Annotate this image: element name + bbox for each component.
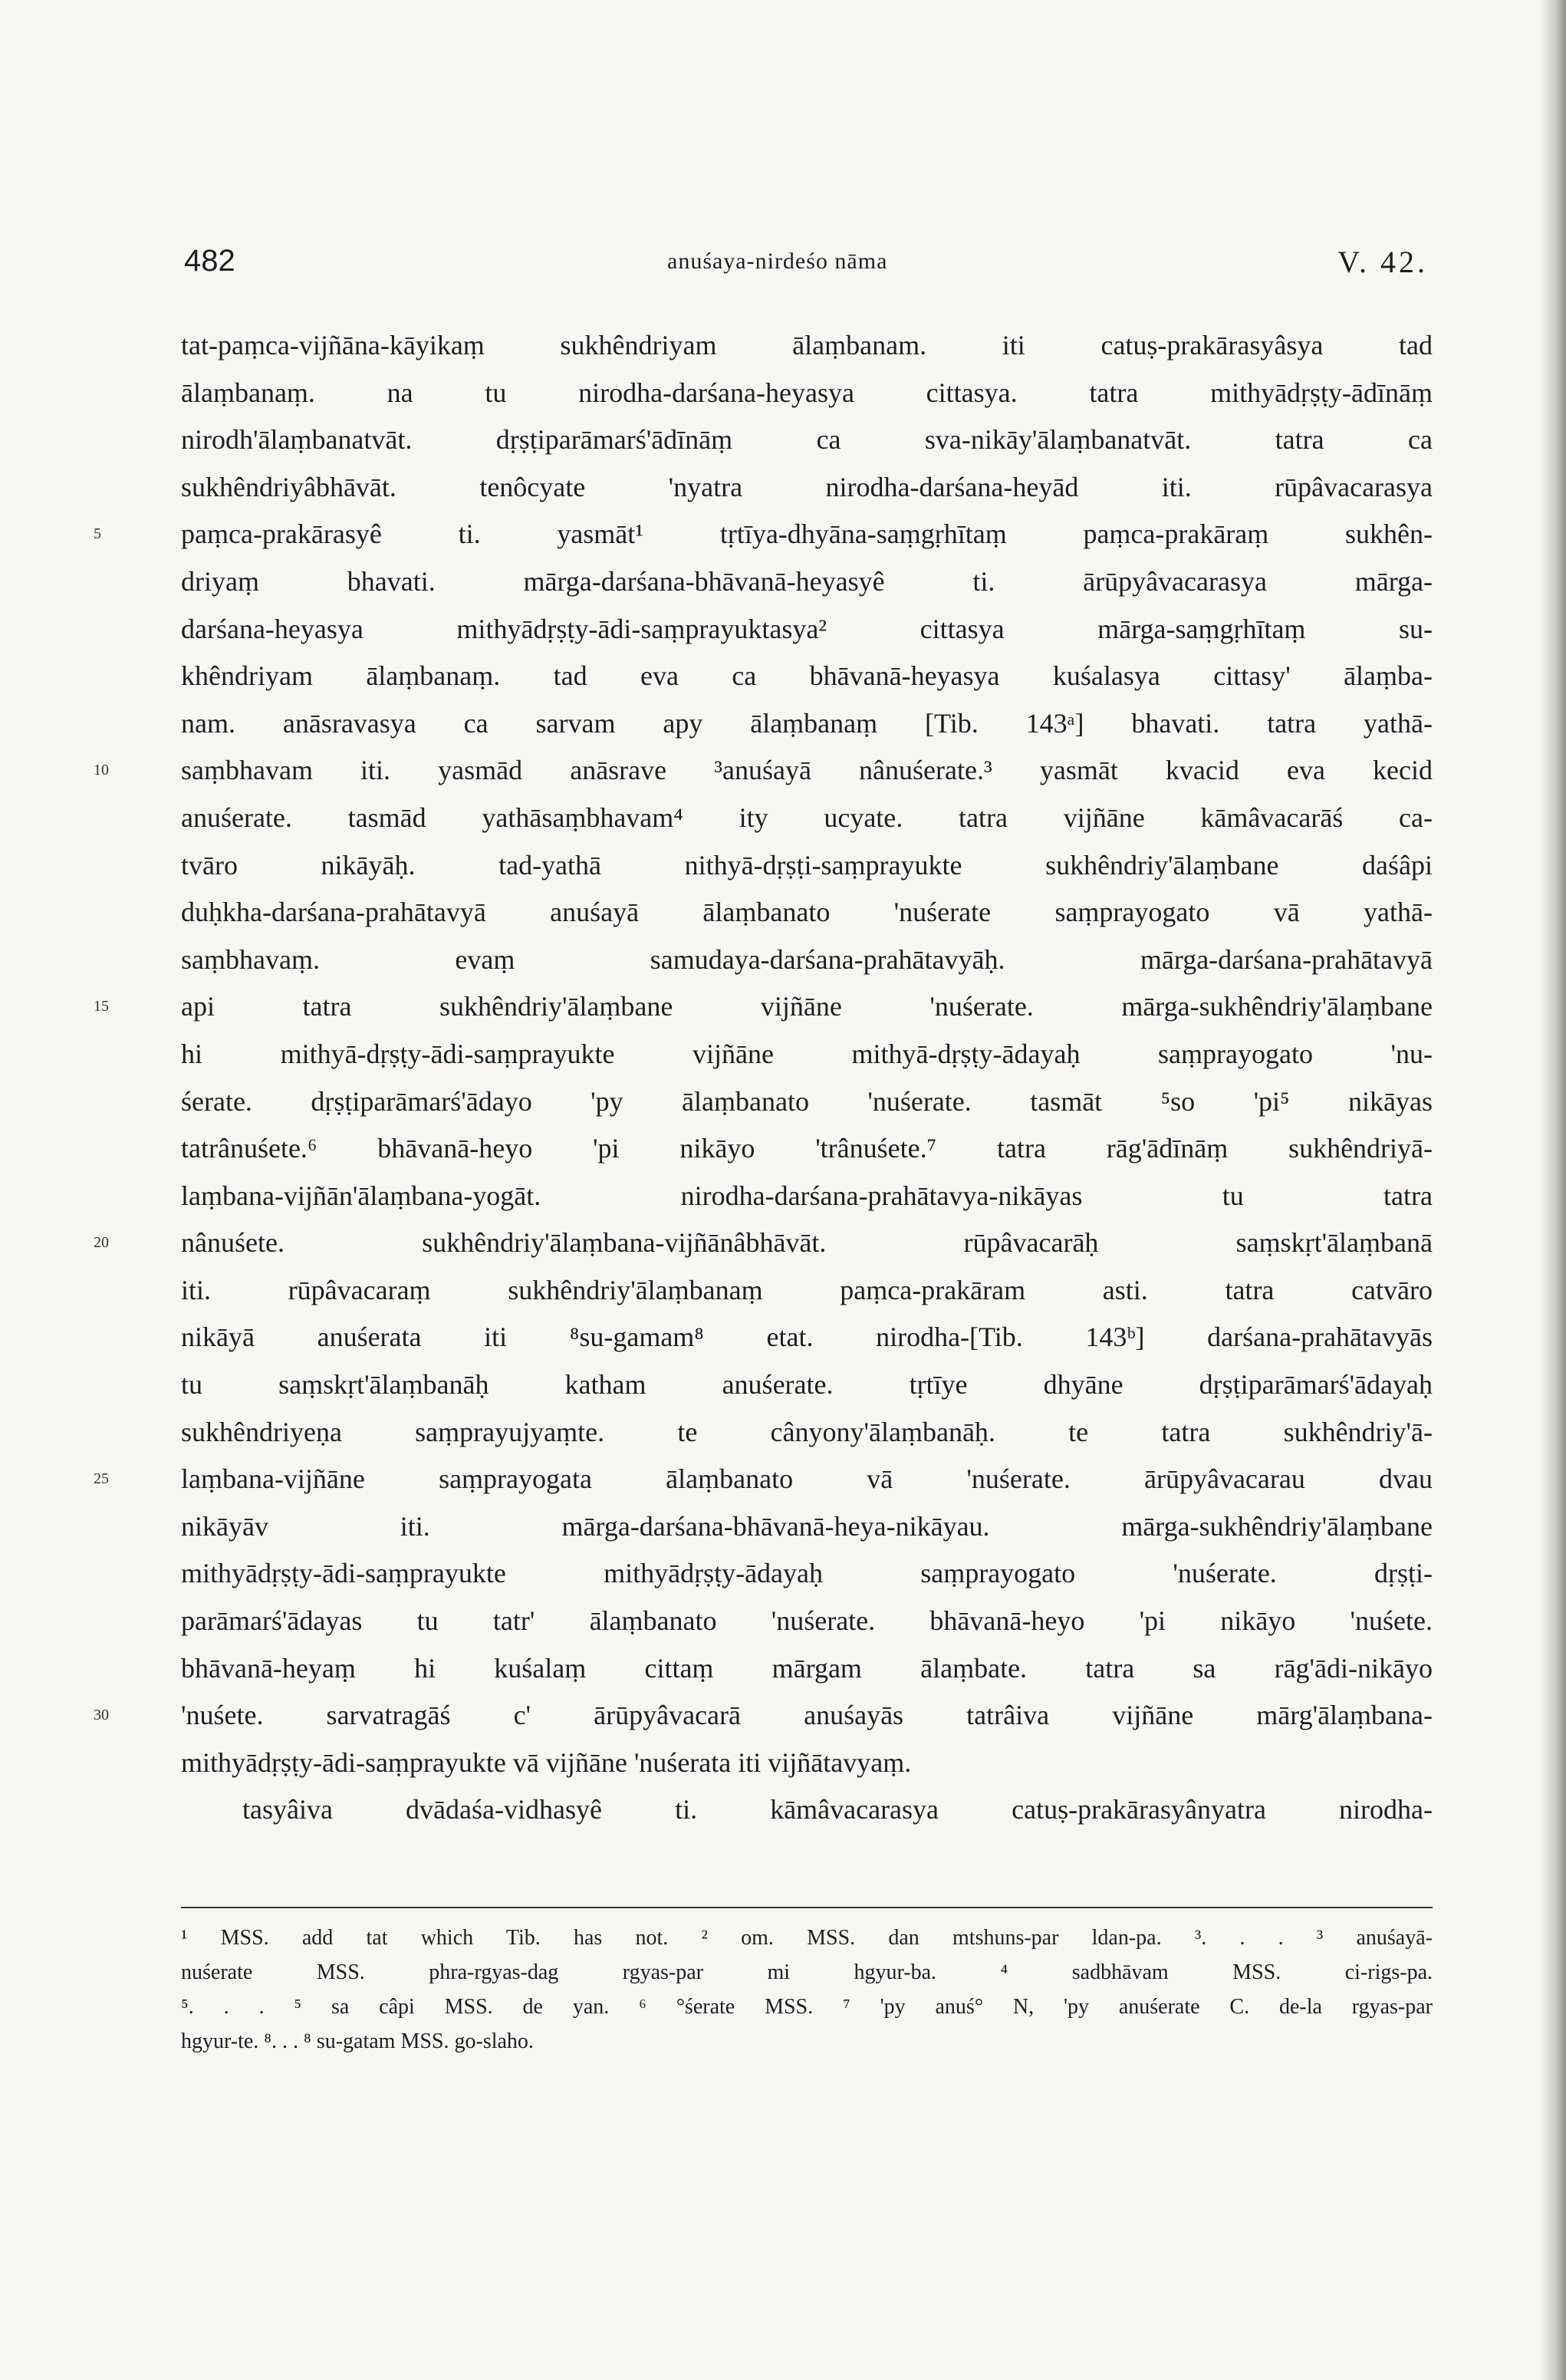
text-line — [181, 1550, 1433, 1598]
footnotes — [181, 1921, 1433, 2059]
line-text: tu saṃskṛt'ālaṃbanāḥ katham anuśerate. tṛtīye dhyāne dṛṣṭiparāmarś'ādayaḥ — [181, 1369, 1433, 1401]
line-text: mithyādṛṣṭy-ādi-saṃprayukte mithyādṛṣṭy-ādayaḥ saṃprayogato 'nuśerate. dṛṣṭi- — [181, 1558, 1433, 1589]
line-text: śerate. dṛṣṭiparāmarś'ādayo 'py ālaṃbanato 'nuśerate. tasmāt ⁵so 'pi⁵ nikāyas — [181, 1085, 1433, 1117]
text-line — [181, 1267, 1433, 1315]
footnote-line: ¹ MSS. add tat which Tib. has not. ² om. MSS. dan mtshuns-par ldan-pa. ³. . . ³ anuśayā- — [181, 1926, 1433, 1950]
line-text: paṃca-prakārasyê ti. yasmāt¹ tṛtīya-dhyāna-saṃgṛhītaṃ paṃca-prakāraṃ sukhên- — [181, 518, 1433, 550]
text-line — [181, 795, 1433, 842]
line-text: parāmarś'ādayas tu tatr' ālaṃbanato 'nuśerate. bhāvanā-heyo 'pi nikāyo 'nuśete. — [181, 1605, 1433, 1637]
text-line — [94, 983, 1433, 1031]
line-text: darśana-heyasya mithyādṛṣṭy-ādi-saṃprayuktasya² cittasya mārga-saṃgṛhītaṃ su- — [181, 613, 1433, 644]
line-text: tvāro nikāyāḥ. tad-yathā nithyā-dṛṣṭi-saṃprayukte sukhêndriy'ālaṃbane daśâpi — [181, 849, 1433, 881]
line-number: 25 — [94, 1470, 109, 1488]
text-line — [181, 1503, 1433, 1551]
footnote-line: ⁵. . . ⁵ sa câpi MSS. de yan. ⁶ °śerate MSS. ⁷ 'py anuś° N, 'py anuśerate C. de-la rgyas-par — [181, 1995, 1433, 2019]
page-number: 482 — [184, 244, 235, 278]
text-line — [181, 1786, 1433, 1834]
text-line — [181, 1740, 1433, 1787]
text-line — [181, 558, 1433, 606]
text-line — [181, 1125, 1433, 1173]
text-line — [181, 416, 1433, 464]
line-text: laṃbana-vijñāne saṃprayogata ālaṃbanato vā 'nuśerate. ārūpyâvacarau dvau — [181, 1463, 1433, 1495]
text-line — [181, 653, 1433, 700]
line-text: tat-paṃca-vijñāna-kāyikaṃ sukhêndriyam ālaṃbanam. iti catuṣ-prakārasyâsya tad — [181, 330, 1433, 360]
line-text: driyaṃ bhavati. mārga-darśana-bhāvanā-heyasyê ti. ārūpyâvacarasya mārga- — [181, 565, 1433, 597]
scan-edge-shadow — [1540, 0, 1566, 2380]
text-line — [94, 511, 1433, 558]
line-number: 30 — [94, 1707, 109, 1724]
text-line — [181, 1314, 1433, 1361]
page-header — [184, 244, 1428, 290]
line-text: saṃbhavam iti. yasmād anāsrave ³anuśayā nânuśerate.³ yasmāt kvacid eva kecid — [181, 755, 1433, 786]
line-text: 'nuśete. sarvatragāś c' ārūpyâvacarā anuśayās tatrâiva vijñāne mārg'ālaṃbana- — [181, 1700, 1433, 1731]
text-line — [181, 606, 1433, 653]
text-line — [181, 1598, 1433, 1645]
line-text: nam. anāsravasya ca sarvam apy ālaṃbanaṃ [Tib. 143ᵃ] bhavati. tatra yathā- — [181, 707, 1433, 739]
line-text: tatrânuśete.⁶ bhāvanā-heyo 'pi nikāyo 'trânuśete.⁷ tatra rāg'ādīnāṃ sukhêndriyā- — [181, 1133, 1433, 1164]
line-text: mithyādṛṣṭy-ādi-saṃprayukte vā vijñāne 'nuśerata iti vijñātavyaṃ. — [181, 1746, 912, 1778]
text-line — [94, 1456, 1433, 1503]
section-reference: V. 42. — [1337, 245, 1428, 279]
line-text: anuśerate. tasmād yathāsaṃbhavam⁴ ity ucyate. tatra vijñāne kāmâvacarāś ca- — [181, 802, 1433, 833]
line-text: iti. rūpâvacaraṃ sukhêndriy'ālaṃbanaṃ paṃca-prakāram asti. tatra catvāro — [181, 1274, 1433, 1305]
text-line — [181, 370, 1433, 417]
running-title: anuśaya-nirdeśo nāma — [667, 249, 888, 274]
text-line — [181, 700, 1433, 748]
text-line — [94, 747, 1433, 795]
text-line — [181, 937, 1433, 984]
line-text: nikāyā anuśerata iti ⁸su-gamam⁸ etat. nirodha-[Tib. 143ᵇ] darśana-prahātavyās — [181, 1322, 1433, 1353]
text-line — [181, 322, 1433, 370]
footnote-line: nuśerate MSS. phra-rgyas-dag rgyas-par mi hgyur-ba. ⁴ sadbhāvam MSS. ci-rigs-pa. — [181, 1960, 1433, 1984]
line-text: sukhêndriyâbhāvāt. tenôcyate 'nyatra nirodha-darśana-heyād iti. rūpâvacarasya — [181, 471, 1433, 502]
text-line — [181, 1645, 1433, 1693]
text-line — [181, 1031, 1433, 1078]
line-text: bhāvanā-heyaṃ hi kuśalaṃ cittaṃ mārgam ālaṃbate. tatra sa rāg'ādi-nikāyo — [181, 1652, 1433, 1684]
text-line — [181, 464, 1433, 512]
text-line — [181, 889, 1433, 937]
text-line — [181, 842, 1433, 890]
line-text: nikāyāv iti. mārga-darśana-bhāvanā-heya-nikāyau. mārga-sukhêndriy'ālaṃbane — [181, 1510, 1433, 1542]
text-line — [181, 1173, 1433, 1220]
text-line — [181, 1361, 1433, 1409]
line-number: 20 — [94, 1234, 109, 1252]
line-number: 5 — [94, 525, 101, 543]
text-line — [181, 1409, 1433, 1457]
text-line — [181, 1078, 1433, 1126]
line-text: nirodh'ālaṃbanatvāt. dṛṣṭiparāmarś'ādīnāṃ ca sva-nikāy'ālaṃbanatvāt. tatra ca — [181, 424, 1433, 456]
text-line — [94, 1220, 1433, 1267]
line-text: hi mithyā-dṛṣṭy-ādi-saṃprayukte vijñāne mithyā-dṛṣṭy-ādayaḥ saṃprayogato 'nu- — [181, 1038, 1433, 1069]
line-text: laṃbana-vijñān'ālaṃbana-yogāt. nirodha-darśana-prahātavya-nikāyas tu tatra — [181, 1180, 1433, 1211]
line-text: ālaṃbanaṃ. na tu nirodha-darśana-heyasya cittasya. tatra mithyādṛṣṭy-ādīnāṃ — [181, 377, 1433, 408]
line-text: sukhêndriyeṇa saṃprayujyaṃte. te cânyony'ālaṃbanāḥ. te tatra sukhêndriy'ā- — [181, 1416, 1433, 1447]
line-text: duḥkha-darśana-prahātavyā anuśayā ālaṃbanato 'nuśerate saṃprayogato vā yathā- — [181, 897, 1433, 928]
line-text: api tatra sukhêndriy'ālaṃbane vijñāne 'nuśerate. mārga-sukhêndriy'ālaṃbane — [181, 991, 1433, 1022]
line-number: 15 — [94, 998, 109, 1016]
line-text: nânuśete. sukhêndriy'ālaṃbana-vijñānâbhāvāt. rūpâvacarāḥ saṃskṛt'ālaṃbanā — [181, 1227, 1433, 1259]
line-text: saṃbhavaṃ. evaṃ samudaya-darśana-prahātavyāḥ. mārga-darśana-prahātavyā — [181, 943, 1433, 975]
line-text: tasyâiva dvādaśa-vidhasyê ti. kāmâvacarasya catuṣ-prakārasyânyatra nirodha- — [242, 1794, 1433, 1825]
line-text: khêndriyam ālaṃbanaṃ. tad eva ca bhāvanā-heyasya kuśalasya cittasy' ālaṃba- — [181, 660, 1433, 692]
line-number: 10 — [94, 762, 109, 779]
text-line — [94, 1692, 1433, 1740]
main-text — [94, 322, 1433, 1834]
footnote-divider — [181, 1907, 1433, 1908]
footnote-line: hgyur-te. ⁸. . . ⁸ su-gatam MSS. go-slaho. — [181, 2029, 534, 2053]
